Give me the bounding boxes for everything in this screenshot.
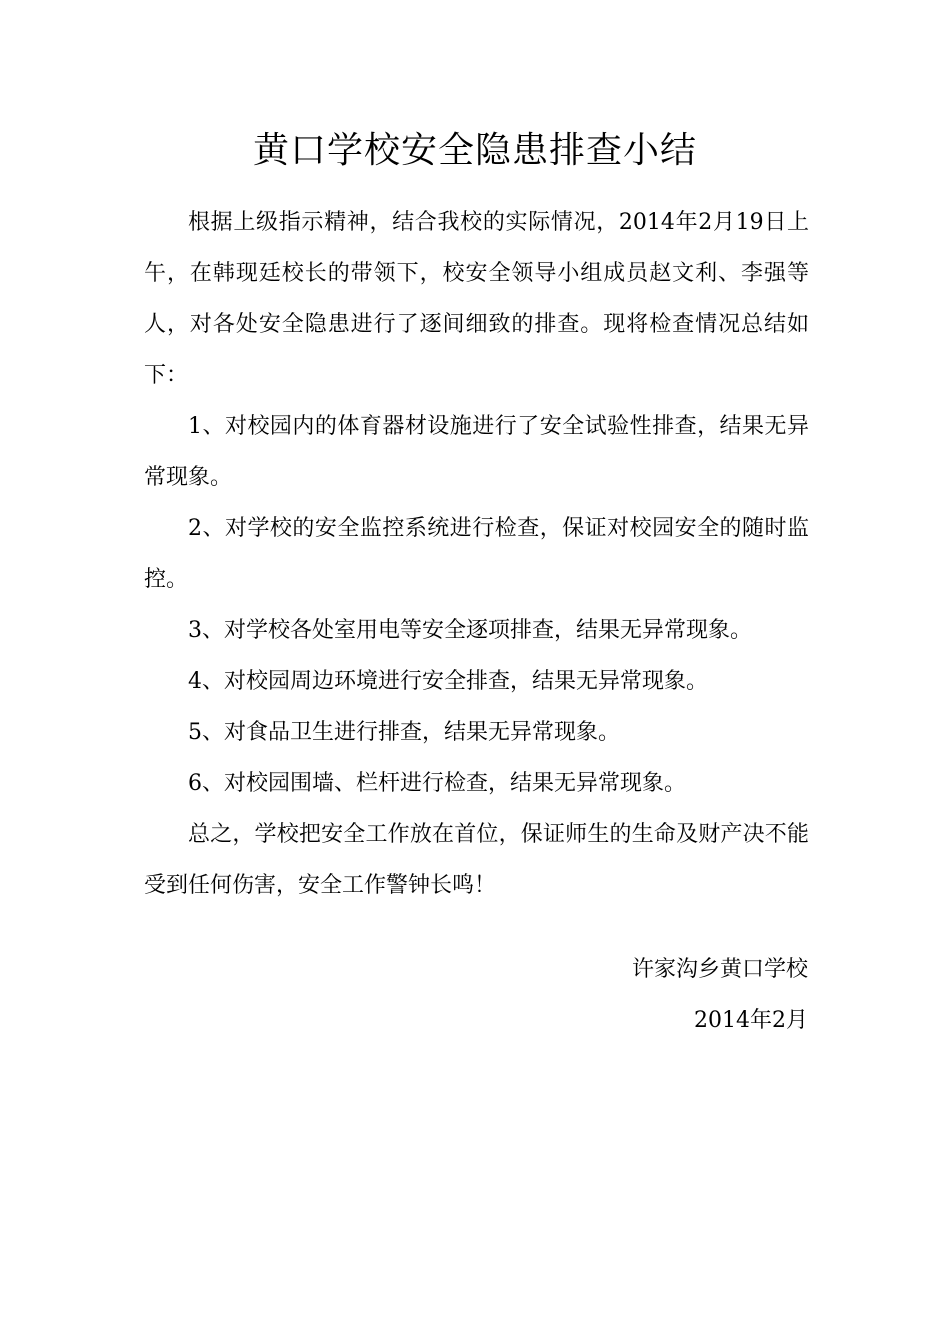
item-5-paragraph: 5、对食品卫生进行排查，结果无异常现象。 [188, 720, 620, 745]
item-3-paragraph: 3、对学校各处室用电等安全逐项排查，结果无异常现象。 [188, 618, 752, 643]
item-4-paragraph: 4、对校园周边环境进行安全排查，结果无异常现象。 [188, 669, 708, 694]
signature-organization: 许家沟乡黄口学校 [631, 957, 808, 982]
document-body [144, 197, 809, 911]
item-2-paragraph: 2、对学校的安全监控系统进行检查，保证对校园安全的随时监控。 [144, 516, 809, 592]
document-title: 黄口学校安全隐患排查小结 [252, 130, 697, 171]
item-6-paragraph: 6、对校园围墙、栏杆进行检查，结果无异常现象。 [188, 771, 686, 796]
signature-date: 2014年2月 [694, 1008, 808, 1033]
conclusion-paragraph: 总之，学校把安全工作放在首位，保证师生的生命及财产决不能受到任何伤害，安全工作警钟长鸣！ [144, 822, 809, 898]
signature-block [408, 944, 808, 1046]
intro-paragraph: 根据上级指示精神，结合我校的实际情况，2014年2月19日上午，在韩现廷校长的带领下，校安全领导小组成员赵文利、李强等人，对各处安全隐患进行了逐间细致的排查。现将检查情况总结如下： [144, 210, 809, 388]
item-1-paragraph: 1、对校园内的体育器材设施进行了安全试验性排查，结果无异常现象。 [144, 414, 809, 490]
